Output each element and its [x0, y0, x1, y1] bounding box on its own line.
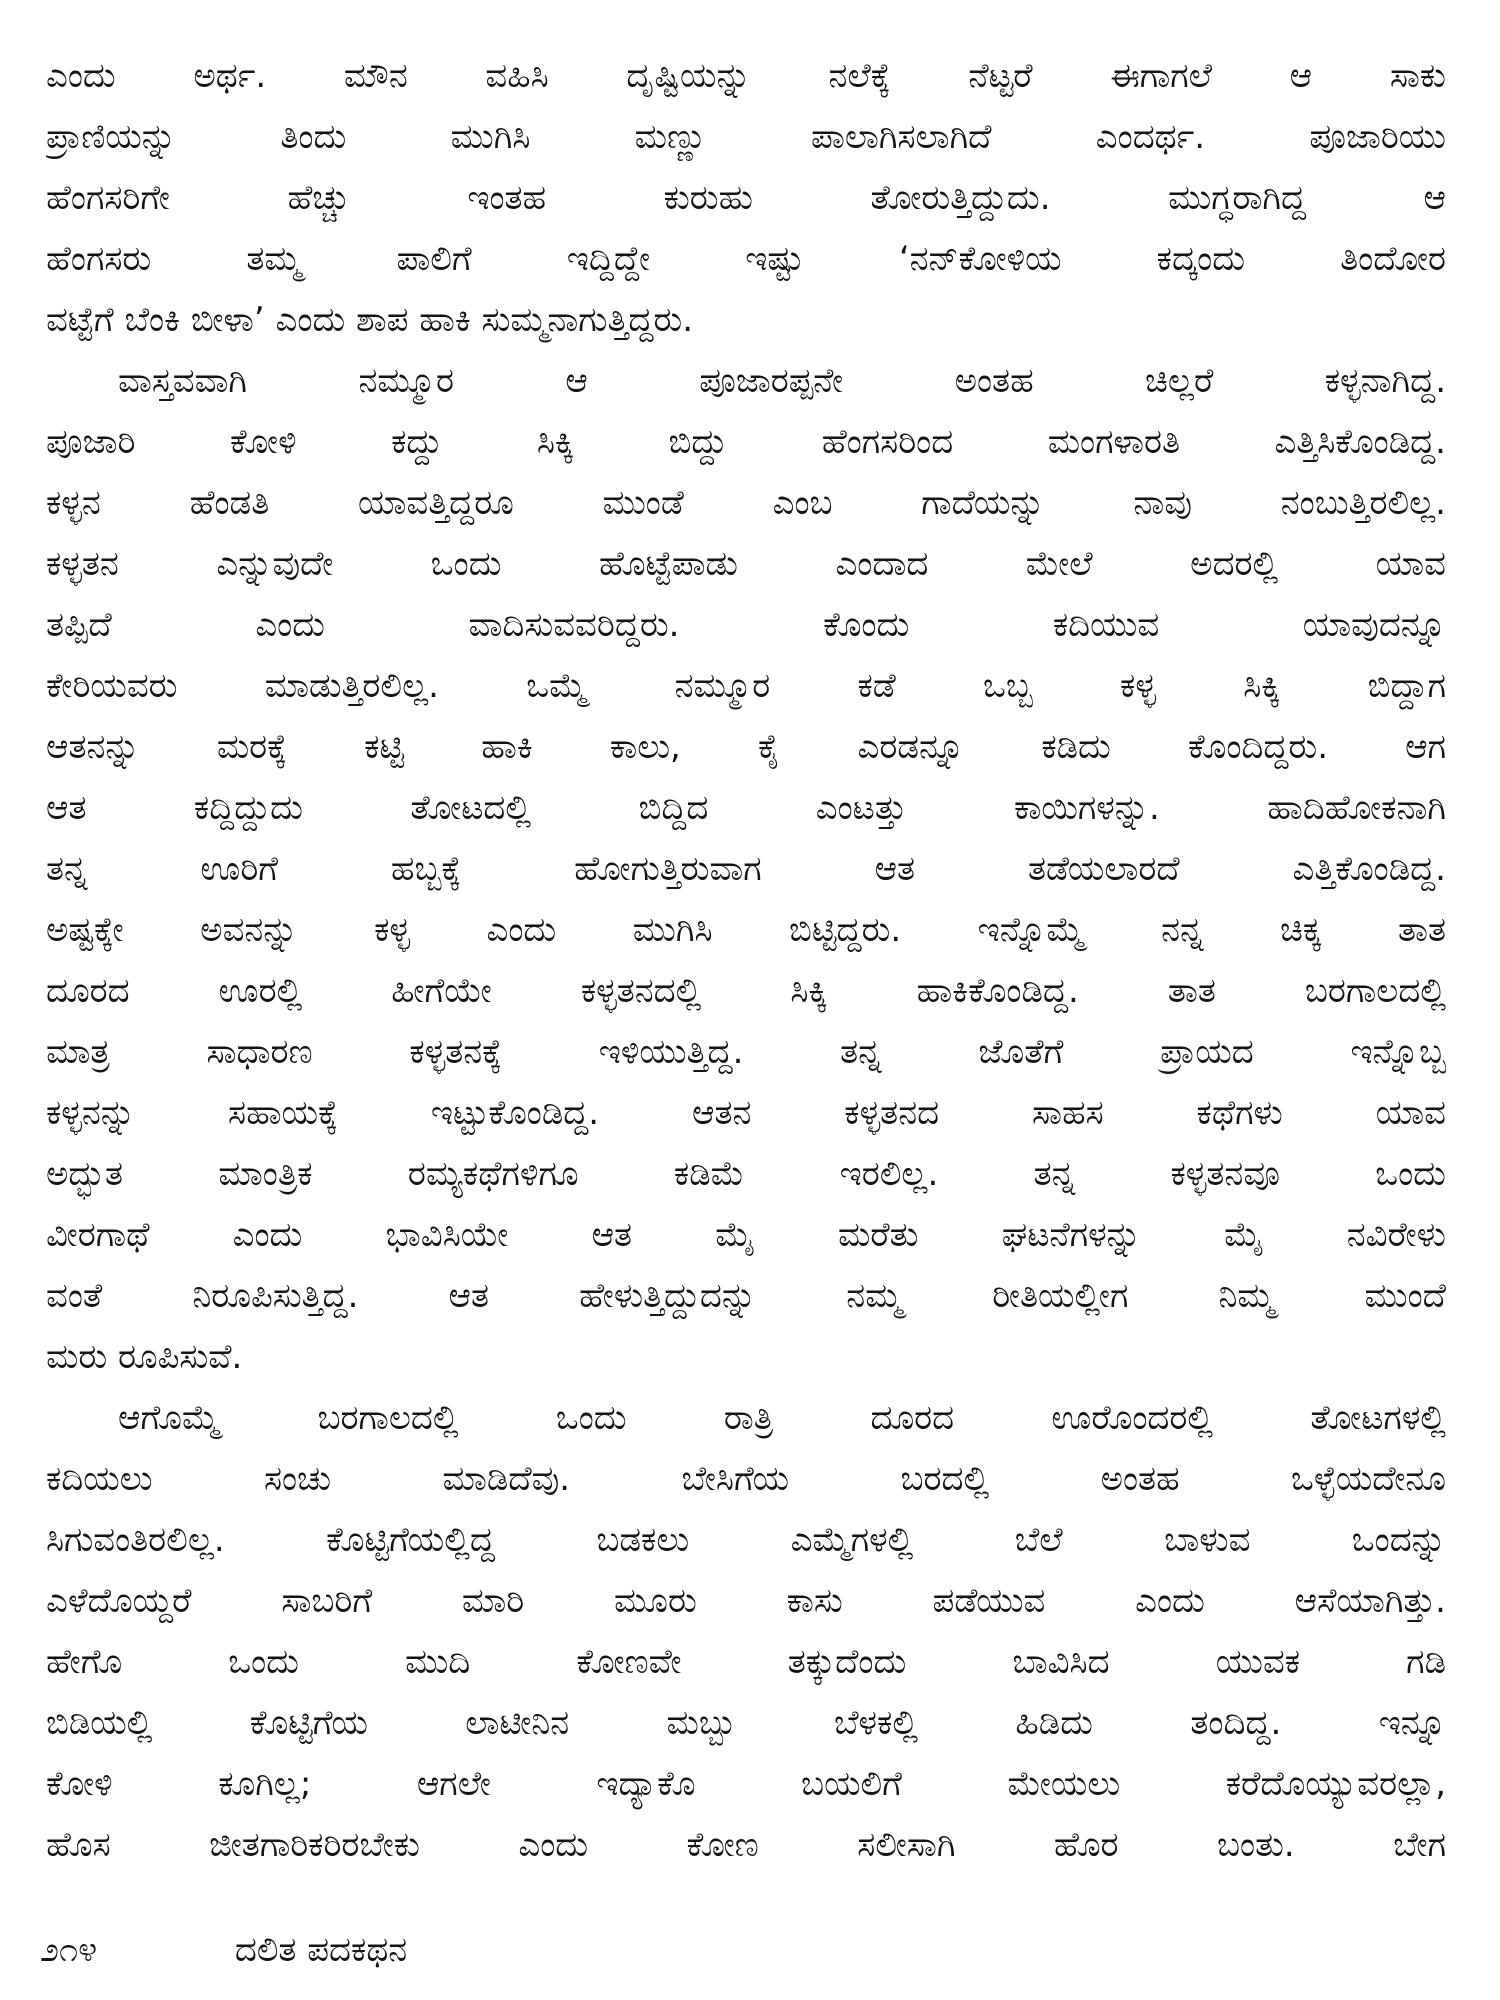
text-line: ಆತನನ್ನು ಮರಕ್ಕೆ ಕಟ್ಟಿ ಹಾಕಿ ಕಾಲು, ಕೈ ಎರಡನ್ನೂ ಕಡಿದು ಕೊಂದಿದ್ದರು. ಆಗ	[46, 727, 1446, 767]
text-line: ವಂತೆ ನಿರೂಪಿಸುತ್ತಿದ್ದ. ಆತ ಹೇಳುತ್ತಿದ್ದುದನ್ನು ನಮ್ಮ ರೀತಿಯಲ್ಲೀಗ ನಿಮ್ಮ ಮುಂದೆ	[46, 1276, 1446, 1316]
text-line: ಪ್ರಾಣಿಯನ್ನು ತಿಂದು ಮುಗಿಸಿ ಮಣ್ಣು ಪಾಲಾಗಿಸಲಾಗಿದೆ ಎಂದರ್ಥ. ಪೂಜಾರಿಯು	[46, 117, 1446, 157]
text-line: ವಾಸ್ತವವಾಗಿ ನಮ್ಮೂರ ಆ ಪೂಜಾರಪ್ಪನೇ ಅಂತಹ ಚಿಲ್ಲರೆ ಕಳ್ಳನಾಗಿದ್ದ.	[118, 361, 1446, 401]
text-line: ತನ್ನ ಊರಿಗೆ ಹಬ್ಬಕ್ಕೆ ಹೋಗುತ್ತಿರುವಾಗ ಆತ ತಡೆಯಲಾರದೆ ಎತ್ತಿಕೊಂಡಿದ್ದ.	[46, 849, 1446, 889]
text-line: ಆತ ಕದ್ದಿದ್ದುದು ತೋಟದಲ್ಲಿ ಬಿದ್ದಿದ ಎಂಟತ್ತು ಕಾಯಿಗಳನ್ನು. ಹಾದಿಹೋಕನಾಗಿ	[46, 788, 1446, 828]
text-line: ಹೊಸ ಜೀತಗಾರಿಕರಿರಬೇಕು ಎಂದು ಕೋಣ ಸಲೀಸಾಗಿ ಹೊರ ಬಂತು. ಬೇಗ	[46, 1825, 1446, 1865]
text-line: ಸಿಗುವಂತಿರಲಿಲ್ಲ. ಕೊಟ್ಟಿಗೆಯಲ್ಲಿದ್ದ ಬಡಕಲು ಎಮ್ಮೆಗಳಲ್ಲಿ ಬೆಲೆ ಬಾಳುವ ಒಂದನ್ನು	[46, 1520, 1446, 1560]
text-line: ಎಂದು ಅರ್ಥ. ಮೌನ ವಹಿಸಿ ದೃಷ್ಟಿಯನ್ನು ನಲೆಕ್ಕೆ ನೆಟ್ಟರೆ ಈಗಾಗಲೆ ಆ ಸಾಕು	[46, 56, 1446, 96]
text-line: ಹೆಂಗಸರು ತಮ್ಮ ಪಾಲಿಗೆ ಇದ್ದಿದ್ದೇ ಇಷ್ಟು ‘ನನ್‌ಕೋಳಿಯ ಕದ್ಕಂದು ತಿಂದೋರ	[46, 239, 1446, 279]
text-line: ಮಾತ್ರ ಸಾಧಾರಣ ಕಳ್ಳತನಕ್ಕೆ ಇಳಿಯುತ್ತಿದ್ದ. ತನ್ನ ಜೊತೆಗೆ ಪ್ರಾಯದ ಇನ್ನೊಬ್ಬ	[46, 1032, 1446, 1072]
text-line: ಆಗೊಮ್ಮೆ ಬರಗಾಲದಲ್ಲಿ ಒಂದು ರಾತ್ರಿ ದೂರದ ಊರೊಂದರಲ್ಲಿ ತೋಟಗಳಲ್ಲಿ	[118, 1398, 1446, 1438]
running-title: ದಲಿತ ಪದಕಥನ	[234, 1930, 408, 1970]
text-line: ದೂರದ ಊರಲ್ಲಿ ಹೀಗೆಯೇ ಕಳ್ಳತನದಲ್ಲಿ ಸಿಕ್ಕಿ ಹಾಕಿಕೊಂಡಿದ್ದ. ತಾತ ಬರಗಾಲದಲ್ಲಿ	[46, 971, 1446, 1011]
text-line: ಕದಿಯಲು ಸಂಚು ಮಾಡಿದೆವು. ಬೇಸಿಗೆಯ ಬರದಲ್ಲಿ ಅಂತಹ ಒಳ್ಳೆಯದೇನೂ	[46, 1459, 1446, 1499]
text-line: ತಪ್ಪಿದೆ ಎಂದು ವಾದಿಸುವವರಿದ್ದರು. ಕೊಂದು ಕದಿಯುವ ಯಾವುದನ್ನೂ	[46, 605, 1446, 645]
text-line: ಕಳ್ಳತನ ಎನ್ನುವುದೇ ಒಂದು ಹೊಟ್ಟೆಪಾಡು ಎಂದಾದ ಮೇಲೆ ಅದರಲ್ಲಿ ಯಾವ	[46, 544, 1446, 584]
text-line: ಕಳ್ಳನನ್ನು ಸಹಾಯಕ್ಕೆ ಇಟ್ಟುಕೊಂಡಿದ್ದ. ಆತನ ಕಳ್ಳತನದ ಸಾಹಸ ಕಥೆಗಳು ಯಾವ	[46, 1093, 1446, 1133]
text-line: ಪೂಜಾರಿ ಕೋಳಿ ಕದ್ದು ಸಿಕ್ಕಿ ಬಿದ್ದು ಹೆಂಗಸರಿಂದ ಮಂಗಳಾರತಿ ಎತ್ತಿಸಿಕೊಂಡಿದ್ದ.	[46, 422, 1446, 462]
text-line: ವಟ್ಟೆಗೆ ಬೆಂಕಿ ಬೀಳಾ’ ಎಂದು ಶಾಪ ಹಾಕಿ ಸುಮ್ಮನಾಗುತ್ತಿದ್ದರು.	[46, 300, 694, 340]
text-line: ಹೆಂಗಸರಿಗೇ ಹೆಚ್ಚು ಇಂತಹ ಕುರುಹು ತೋರುತ್ತಿದ್ದುದು. ಮುಗ್ಧರಾಗಿದ್ದ ಆ	[46, 178, 1446, 218]
text-line: ಹೇಗೊ ಒಂದು ಮುದಿ ಕೋಣವೇ ತಕ್ಕುದೆಂದು ಬಾವಿಸಿದ ಯುವಕ ಗಡಿ	[46, 1642, 1446, 1682]
page-number: ೨೧೪	[40, 1930, 98, 1970]
text-line: ವೀರಗಾಥೆ ಎಂದು ಭಾವಿಸಿಯೇ ಆತ ಮೈ ಮರೆತು ಘಟನೆಗಳನ್ನು ಮೈ ನವಿರೇಳು	[46, 1215, 1446, 1255]
text-line: ಎಳೆದೊಯ್ದರೆ ಸಾಬರಿಗೆ ಮಾರಿ ಮೂರು ಕಾಸು ಪಡೆಯುವ ಎಂದು ಆಸೆಯಾಗಿತ್ತು.	[46, 1581, 1446, 1621]
text-line: ಮರು ರೂಪಿಸುವೆ.	[46, 1337, 243, 1377]
text-line: ಬಿಡಿಯಲ್ಲಿ ಕೊಟ್ಟಿಗೆಯ ಲಾಟೀನಿನ ಮಬ್ಬು ಬೆಳಕಲ್ಲಿ ಹಿಡಿದು ತಂದಿದ್ದ. ಇನ್ನೂ	[46, 1703, 1446, 1743]
text-line: ಕಳ್ಳನ ಹೆಂಡತಿ ಯಾವತ್ತಿದ್ದರೂ ಮುಂಡೆ ಎಂಬ ಗಾದೆಯನ್ನು ನಾವು ನಂಬುತ್ತಿರಲಿಲ್ಲ.	[46, 483, 1446, 523]
text-line: ಅಷ್ಟಕ್ಕೇ ಅವನನ್ನು ಕಳ್ಳ ಎಂದು ಮುಗಿಸಿ ಬಿಟ್ಟಿದ್ದರು. ಇನ್ನೊಮ್ಮೆ ನನ್ನ ಚಿಕ್ಕ ತಾತ	[46, 910, 1446, 950]
text-line: ಕೇರಿಯವರು ಮಾಡುತ್ತಿರಲಿಲ್ಲ. ಒಮ್ಮೆ ನಮ್ಮೂರ ಕಡೆ ಒಬ್ಬ ಕಳ್ಳ ಸಿಕ್ಕಿ ಬಿದ್ದಾಗ	[46, 666, 1446, 706]
text-line: ಕೋಳಿ ಕೂಗಿಲ್ಲ; ಆಗಲೇ ಇದ್ಯಾಕೊ ಬಯಲಿಗೆ ಮೇಯಲು ಕರೆದೊಯ್ಯುವರಲ್ಲಾ,	[46, 1764, 1446, 1804]
text-line: ಅದ್ಭುತ ಮಾಂತ್ರಿಕ ರಮ್ಯಕಥೆಗಳಿಗೂ ಕಡಿಮೆ ಇರಲಿಲ್ಲ. ತನ್ನ ಕಳ್ಳತನವೂ ಒಂದು	[46, 1154, 1446, 1194]
page-footer	[40, 1922, 407, 1978]
